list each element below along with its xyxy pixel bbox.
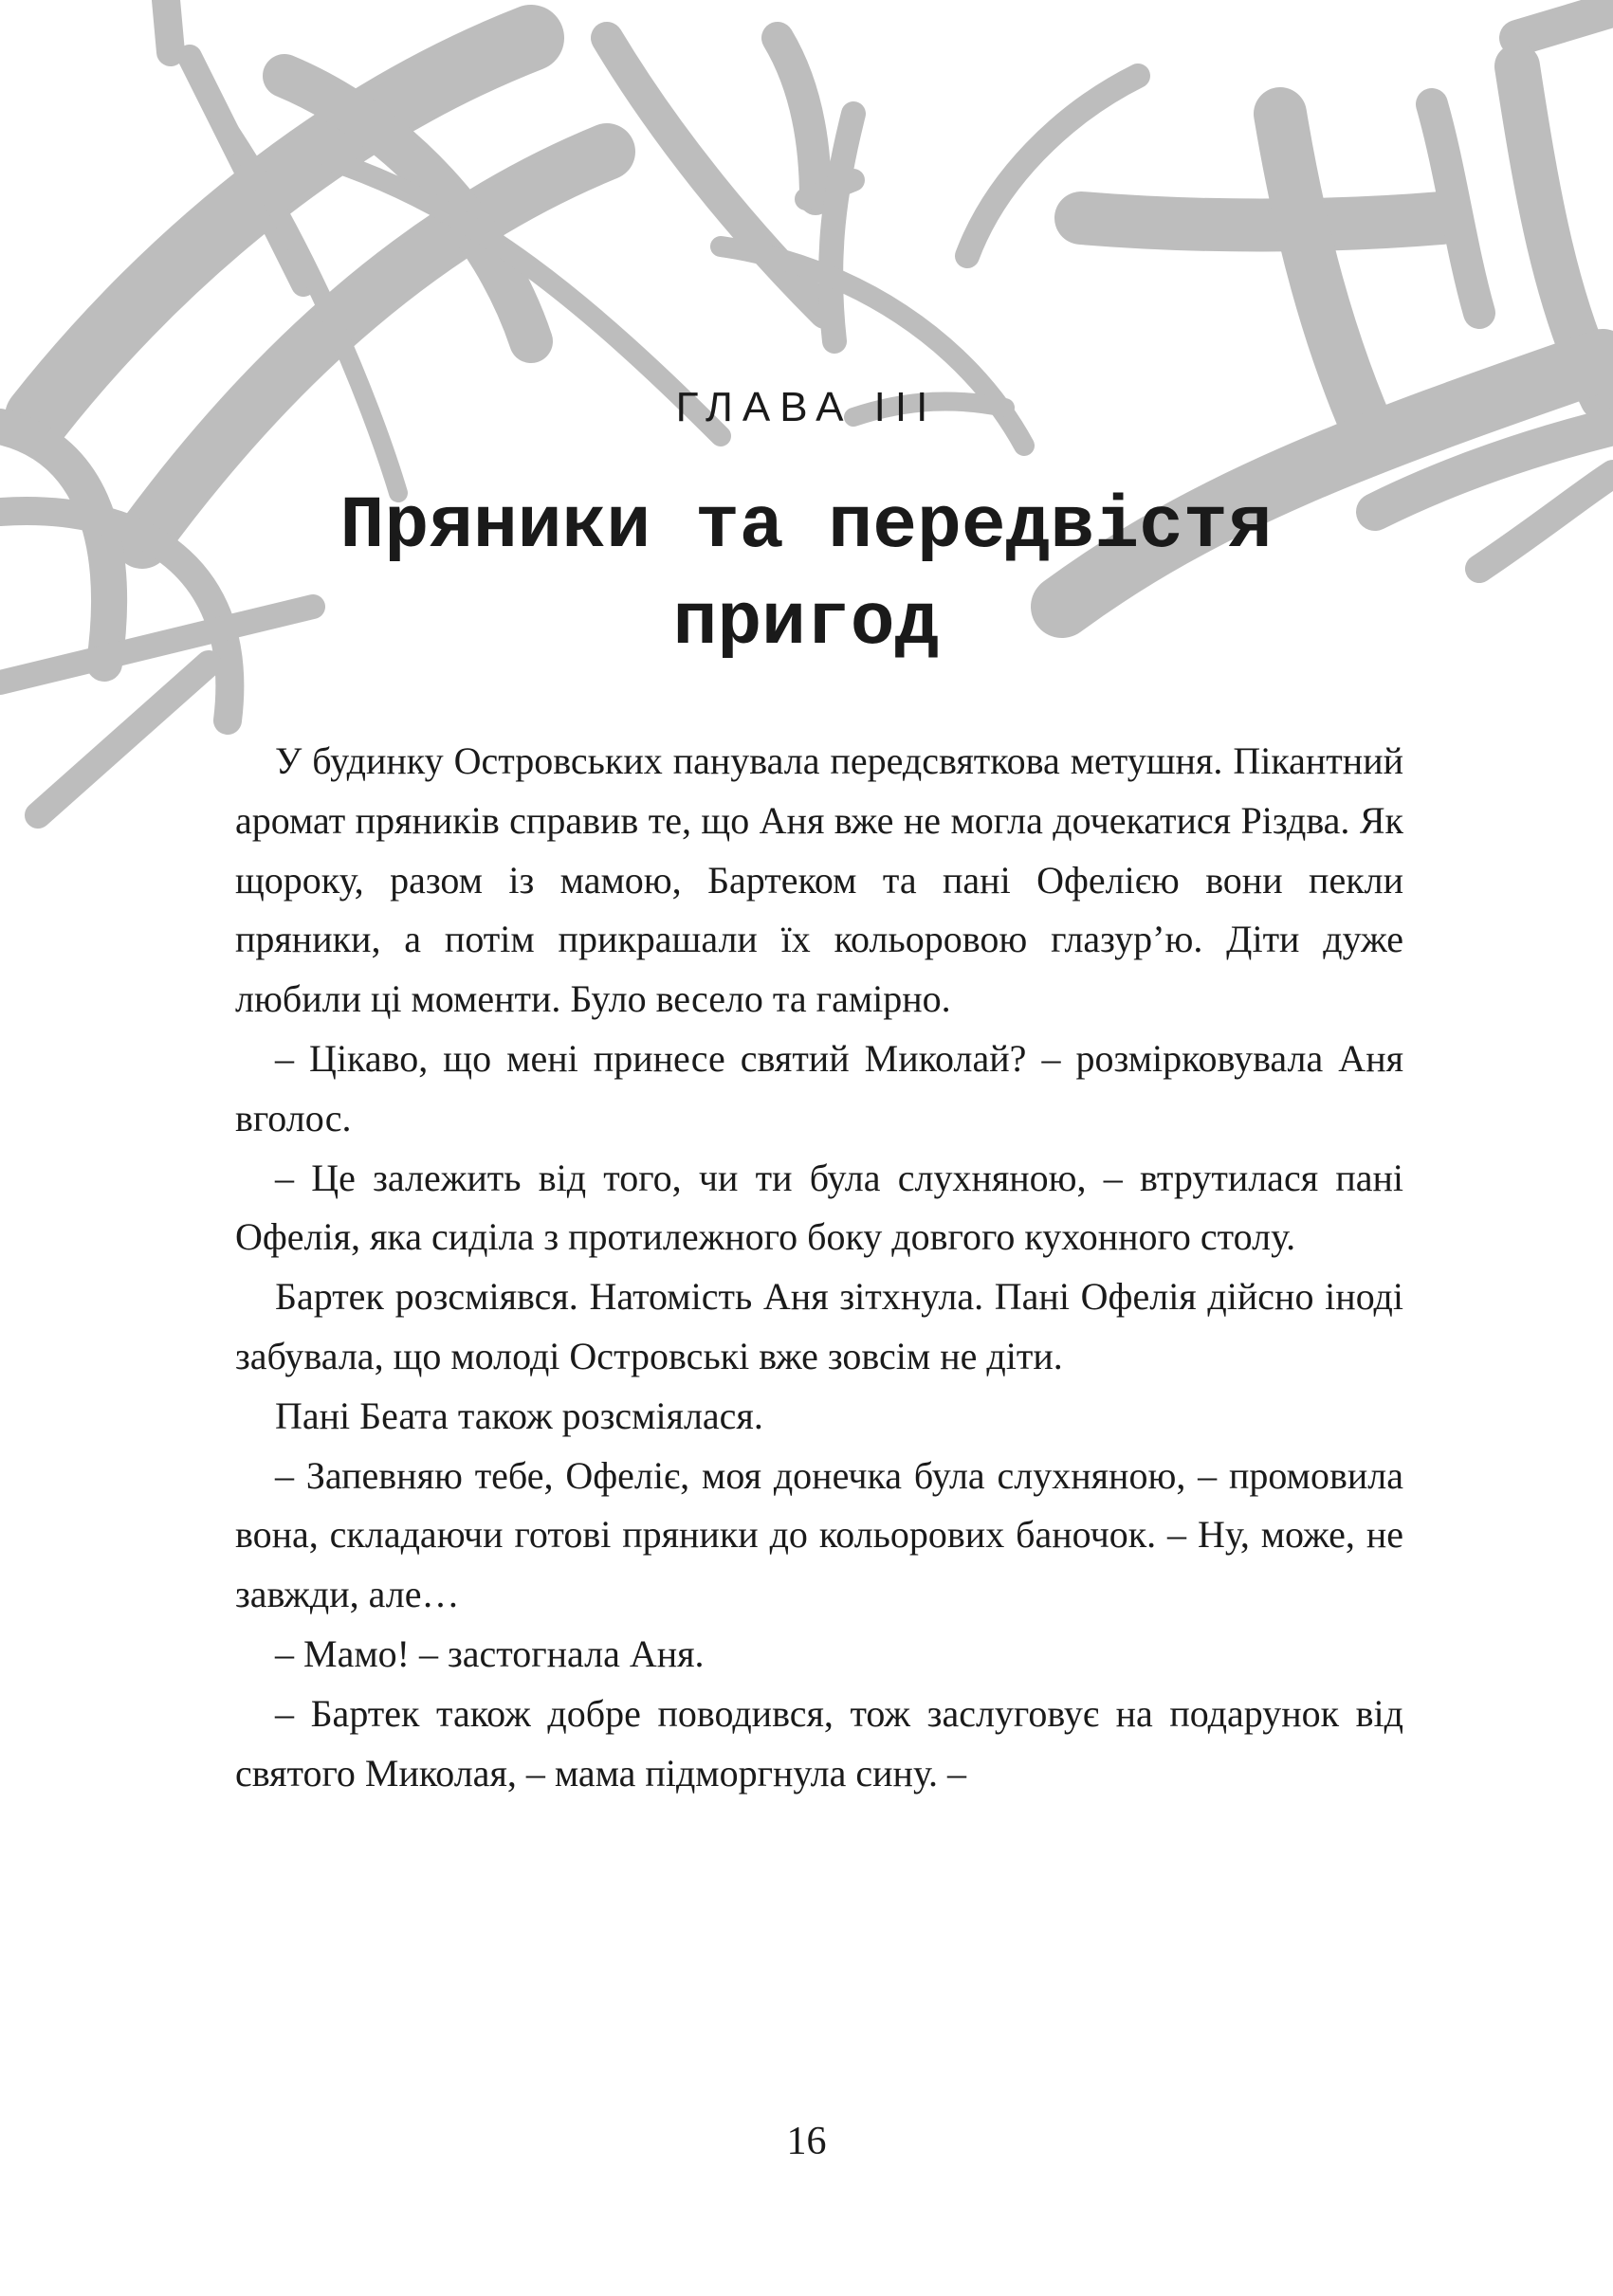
paragraph: – Це залежить від того, чи ти була слухняною, – втрутилася пані Офелія, яка сиділа з протилежного боку довгого кухонного столу.: [235, 1156, 1403, 1259]
paragraph: – Мамо! – застогнала Аня.: [275, 1631, 705, 1675]
page-number: 16: [786, 2120, 827, 2163]
chapter-title: [237, 479, 1375, 672]
chapter-label: ГЛАВА III: [675, 384, 938, 430]
paragraph: Бартек розсміявся. Натомість Аня зітхнула. Пані Офелія дійсно іноді забувала, що молоді Островські вже зовсім не діти.: [235, 1275, 1403, 1377]
chapter-title-line-2: пригод: [672, 582, 940, 665]
body-text: [235, 732, 1403, 1803]
paragraph: У будинку Островських панувала передсвяткова метушня. Пікантний аромат пряників справив те, що Аня вже не могла дочекатися Різдва. Як щороку, разом із мамою, Бартеком та пані Офелією вони пекли пряники, а потім прикрашали їх кольоровою глазур’ю. Діти дуже любили ці моменти. Було весело та гамірно.: [235, 739, 1403, 1021]
paragraph: – Цікаво, що мені принесе святий Миколай? – розмірковувала Аня вголос.: [235, 1036, 1403, 1139]
paragraph: Пані Беата також розсміялася.: [275, 1394, 763, 1437]
chapter-title-line-1: Пряники та передвістя: [339, 485, 1273, 569]
paragraph: – Запевняю тебе, Офеліє, моя донечка була слухняною, – промовила вона, складаючи готові пряники до кольорових баночок. – Ну, може, не завжди, але…: [235, 1453, 1403, 1616]
paragraph: – Бартек також добре поводився, тож заслуговує на подарунок від святого Миколая, – мама підморгнула сину. –: [235, 1691, 1403, 1795]
